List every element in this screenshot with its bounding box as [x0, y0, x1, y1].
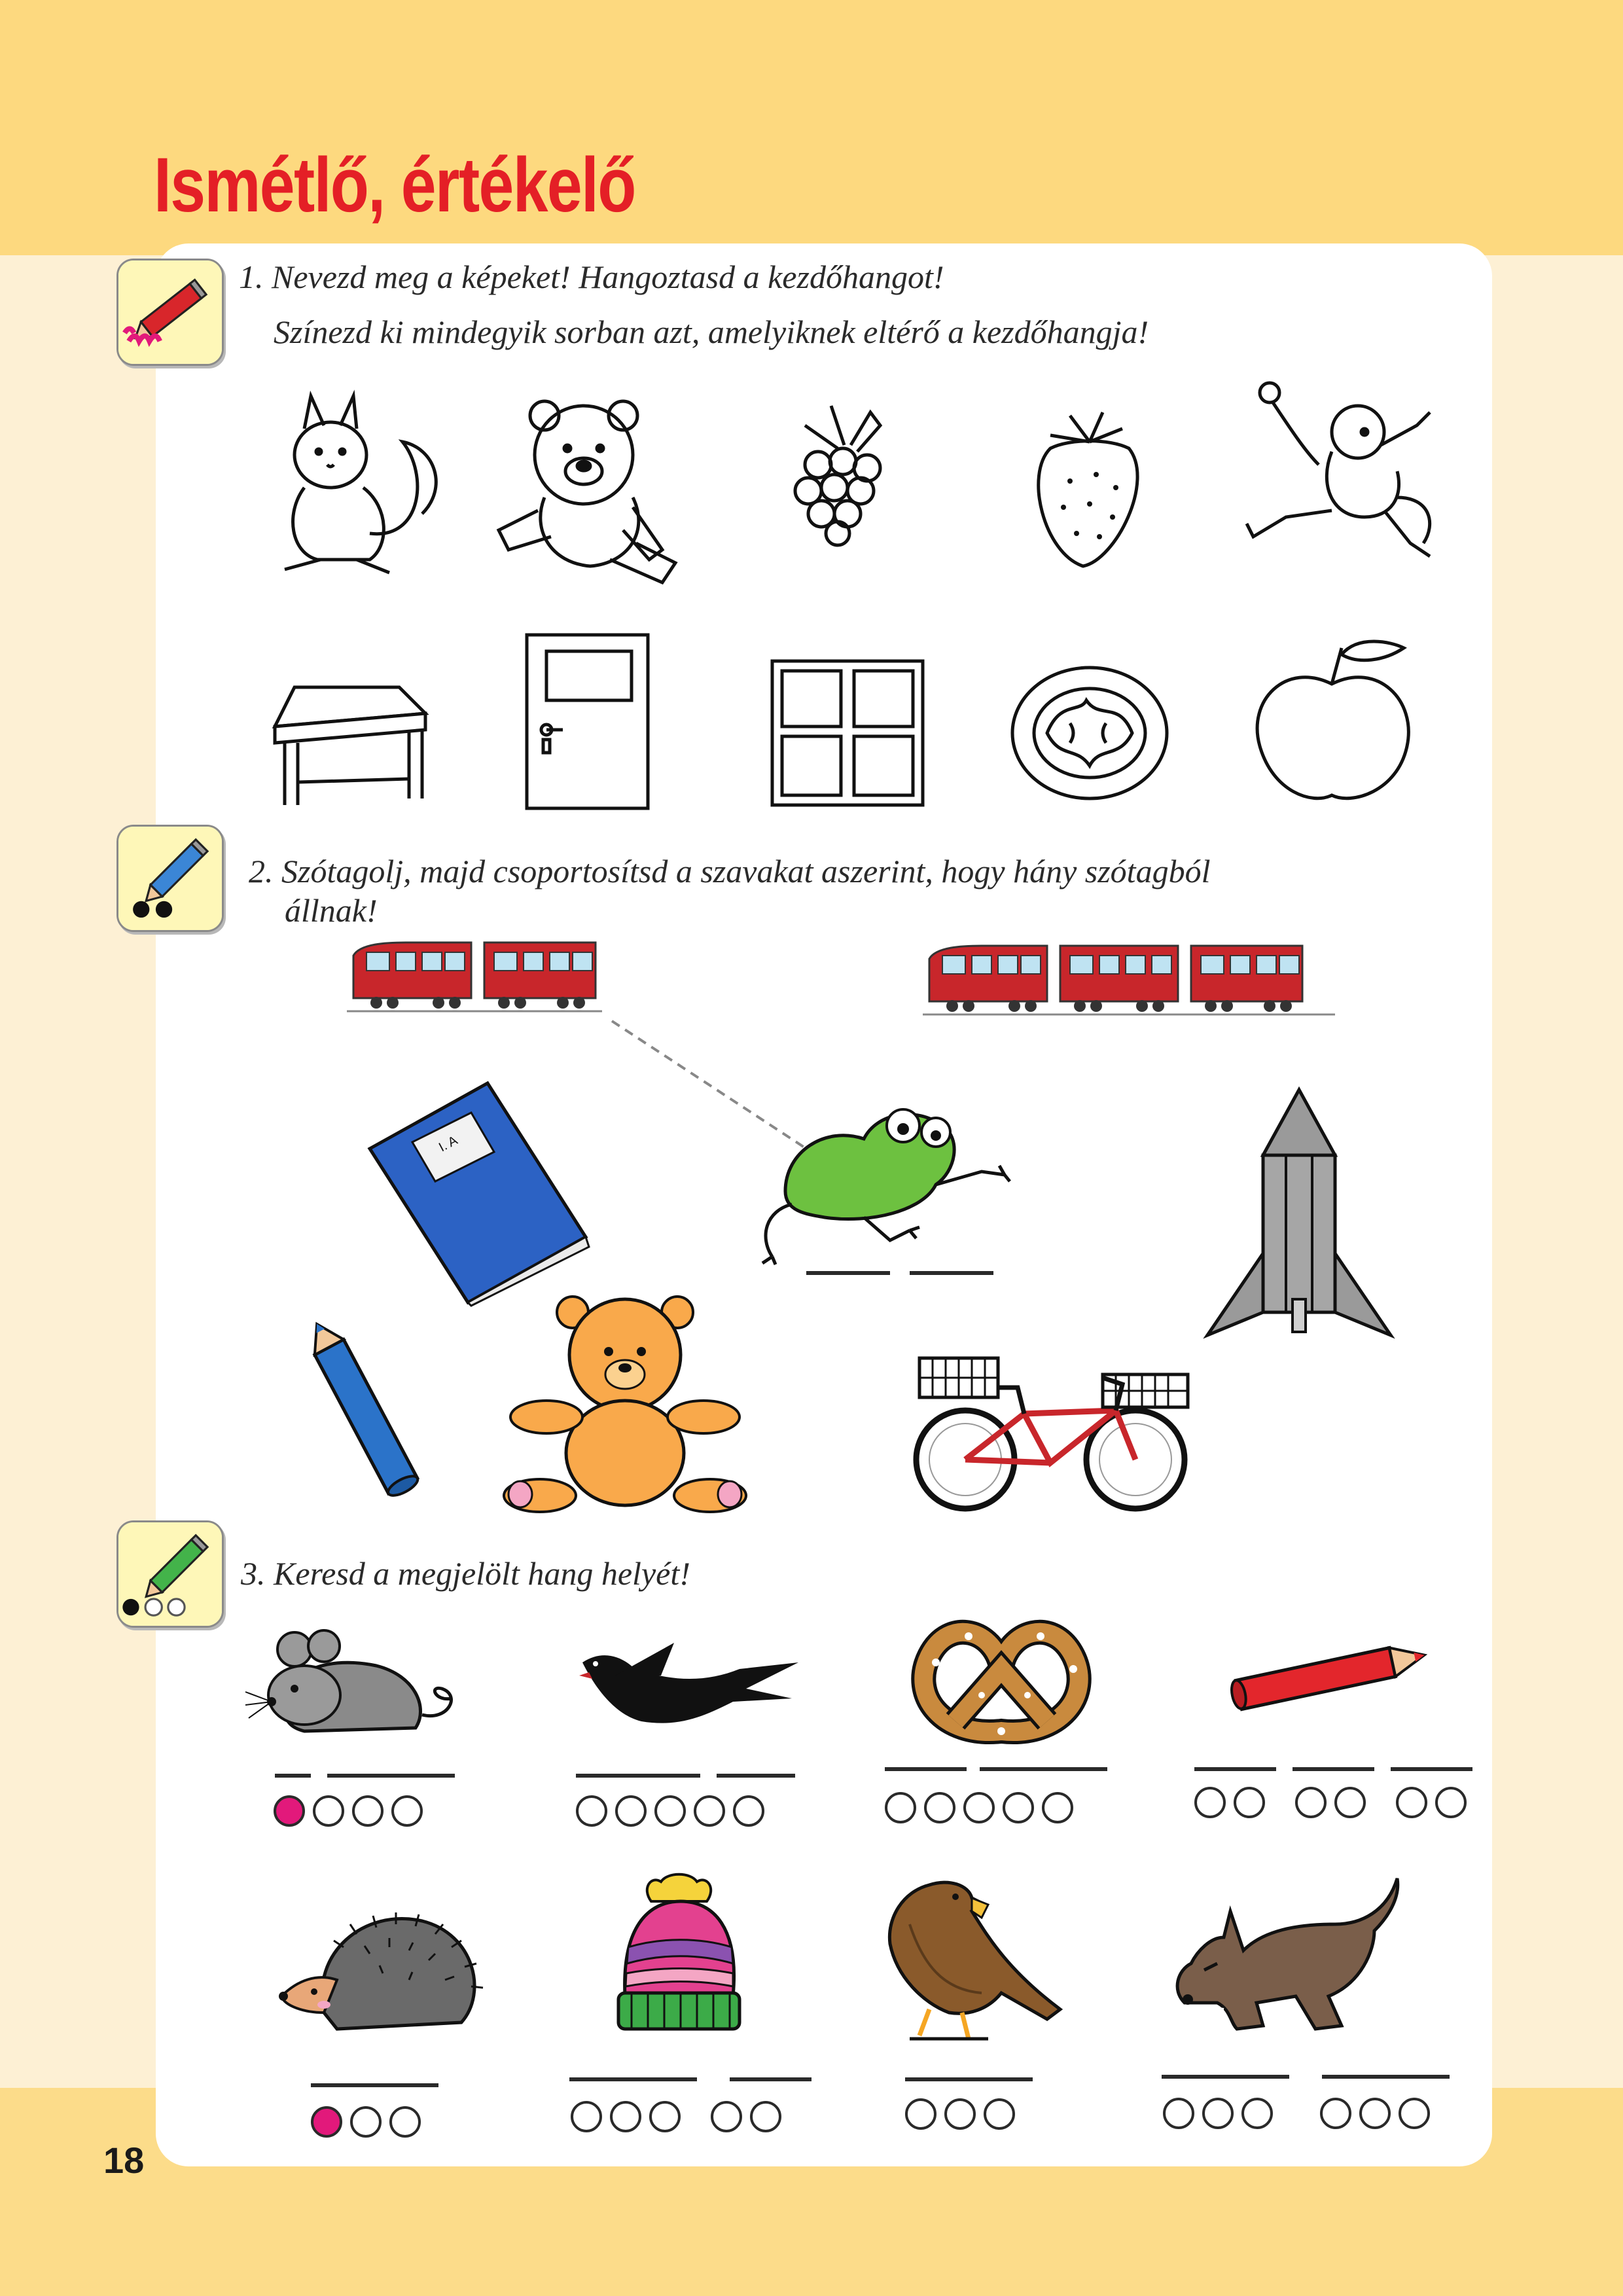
sound-position-circles [885, 1792, 1073, 1823]
sound-circle[interactable] [1320, 2098, 1351, 2129]
answer-line [1293, 1767, 1374, 1771]
red-pencil-picture[interactable] [1211, 1633, 1433, 1721]
sound-circle[interactable] [885, 1792, 916, 1823]
sound-circle[interactable] [1435, 1787, 1467, 1818]
task2-instruction-line1: 2. Szótagolj, majd csoportosítsd a szavakat aszerint, hogy hány szótagból [249, 853, 1211, 889]
sound-circle[interactable] [615, 1795, 647, 1827]
answer-line [980, 1767, 1107, 1771]
sound-circle[interactable] [391, 1795, 423, 1827]
sound-circle[interactable] [1234, 1787, 1265, 1818]
answer-line [327, 1774, 455, 1778]
apple-picture[interactable] [1247, 635, 1420, 808]
sound-circle[interactable] [313, 1795, 344, 1827]
walnut-picture[interactable] [1008, 661, 1171, 802]
sound-circle[interactable] [1202, 2098, 1234, 2129]
answer-line [730, 2077, 812, 2081]
sound-circle[interactable] [352, 1795, 383, 1827]
sound-circle[interactable] [1295, 1787, 1327, 1818]
sound-circle[interactable] [984, 2098, 1015, 2130]
answer-line [576, 1774, 700, 1778]
monkey-picture[interactable] [1234, 380, 1443, 573]
notebook-picture[interactable] [363, 1077, 592, 1306]
answer-line [905, 2077, 1033, 2081]
answer-line [1162, 2075, 1289, 2079]
sound-position-pencil-icon [116, 1520, 224, 1628]
hedgehog-picture[interactable] [278, 1908, 488, 2042]
sound-circle[interactable] [711, 2101, 742, 2132]
sound-circle[interactable] [1359, 2098, 1391, 2129]
sound-circle[interactable] [963, 1792, 995, 1823]
sound-circle[interactable] [1241, 2098, 1273, 2129]
marked-sound-circle [311, 2106, 342, 2138]
sound-position-circles [1194, 1787, 1467, 1818]
squirrel-picture[interactable] [259, 383, 448, 579]
sound-position-circles [905, 2098, 1015, 2130]
frog-picture[interactable] [746, 1100, 1014, 1263]
eagle-picture[interactable] [883, 1878, 1063, 2045]
task1-instruction-line2: Színezd ki mindegyik sorban azt, amelyiknek eltérő a kezdőhangja! [274, 314, 1149, 350]
sound-circle[interactable] [571, 2101, 602, 2132]
frog-syllable-line [910, 1271, 993, 1275]
sound-position-circles [274, 1795, 423, 1827]
table-picture[interactable] [268, 674, 429, 808]
svg-text:I. A: I. A [437, 1133, 460, 1155]
sound-circle[interactable] [610, 2101, 641, 2132]
marked-sound-circle [274, 1795, 305, 1827]
sound-circle[interactable] [1399, 2098, 1430, 2129]
sound-circle[interactable] [905, 2098, 936, 2130]
sound-circle[interactable] [694, 1795, 725, 1827]
mouse-picture[interactable] [245, 1630, 494, 1744]
winter-hat-picture[interactable] [609, 1875, 749, 2036]
answer-line [885, 1767, 967, 1771]
blue-pencil-picture[interactable] [304, 1312, 425, 1518]
sound-circle[interactable] [350, 2106, 382, 2138]
sound-position-circles [576, 1795, 764, 1827]
coloring-pencil-icon [116, 259, 224, 366]
sound-circle[interactable] [654, 1795, 686, 1827]
sound-circle[interactable] [1163, 2098, 1194, 2129]
sound-position-circles [571, 2101, 781, 2132]
two-car-train-picture[interactable] [347, 936, 602, 1018]
answer-line [717, 1774, 795, 1778]
sound-circle[interactable] [389, 2106, 421, 2138]
sound-circle[interactable] [1334, 1787, 1366, 1818]
strawberry-picture[interactable] [1024, 409, 1155, 573]
task3-instruction: 3. Keresd a megjelölt hang helyét! [241, 1555, 690, 1592]
task1-instruction-line1: 1. Nevezd meg a képeket! Hangoztasd a kezdőhangot! [239, 259, 944, 295]
answer-line [1322, 2075, 1450, 2079]
answer-line [569, 2077, 697, 2081]
task2-instruction-line2: állnak! [285, 892, 378, 929]
teddy-bear-picture[interactable] [501, 1299, 762, 1515]
frog-syllable-line [806, 1271, 890, 1275]
window-picture[interactable] [769, 658, 926, 808]
swallow-picture[interactable] [576, 1643, 798, 1741]
sound-position-circles [311, 2106, 421, 2138]
sound-circle[interactable] [733, 1795, 764, 1827]
answer-line [275, 1774, 311, 1778]
wolf-picture[interactable] [1165, 1872, 1407, 2039]
page-number: 18 [103, 2140, 145, 2181]
door-picture[interactable] [524, 632, 651, 812]
rocket-picture[interactable] [1201, 1083, 1397, 1345]
sound-circle[interactable] [1003, 1792, 1034, 1823]
sound-circle[interactable] [576, 1795, 607, 1827]
sound-circle[interactable] [1042, 1792, 1073, 1823]
pretzel-picture[interactable] [903, 1610, 1099, 1744]
raspberry-picture[interactable] [772, 399, 913, 547]
answer-line [311, 2083, 438, 2087]
sound-circle[interactable] [649, 2101, 681, 2132]
three-car-train-picture[interactable] [923, 939, 1335, 1021]
page-title: Ismétlő, értékelő [154, 142, 635, 228]
answer-line [1391, 1767, 1472, 1771]
sound-circle[interactable] [944, 2098, 976, 2130]
bicycle-picture[interactable] [906, 1348, 1194, 1512]
teddy-bear-outline-picture[interactable] [492, 386, 711, 586]
sound-circle[interactable] [924, 1792, 955, 1823]
sound-circle[interactable] [750, 2101, 781, 2132]
sound-circle[interactable] [1194, 1787, 1226, 1818]
answer-line [1194, 1767, 1276, 1771]
syllable-pencil-icon [116, 825, 224, 932]
sound-circle[interactable] [1396, 1787, 1427, 1818]
sound-position-circles [1163, 2098, 1430, 2129]
